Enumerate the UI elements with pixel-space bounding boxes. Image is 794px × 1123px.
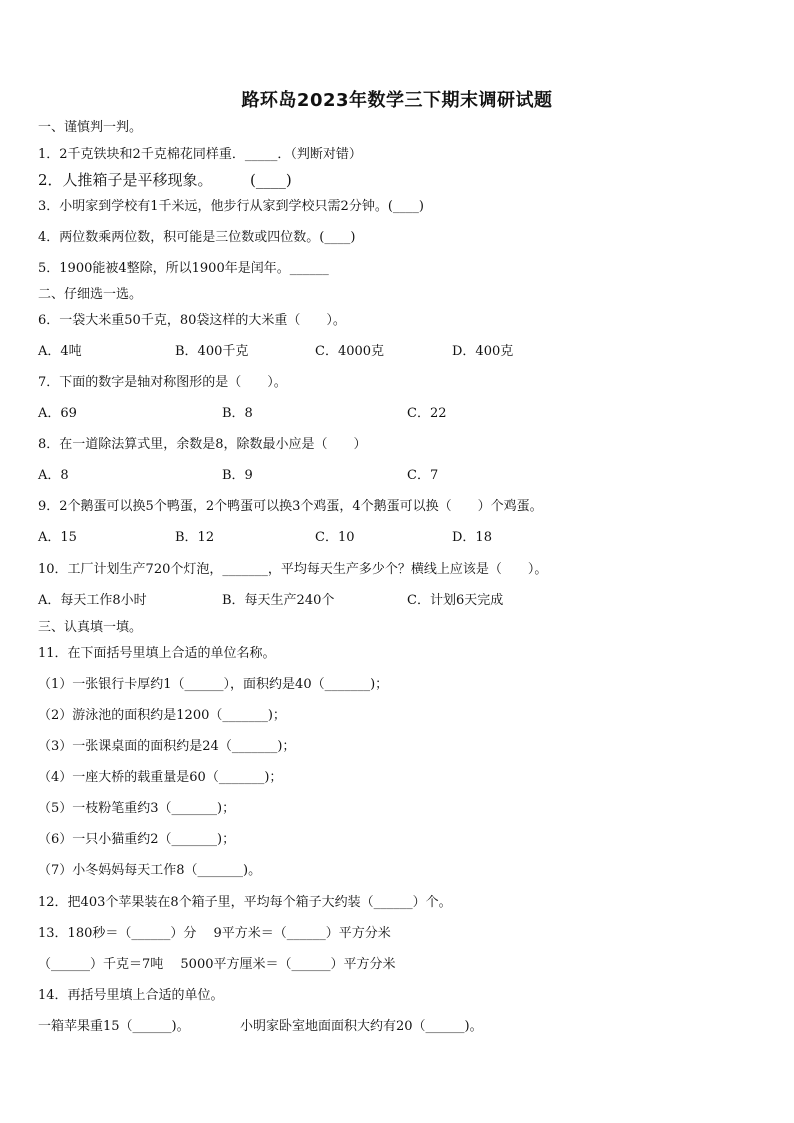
question-12: 12．把403个苹果装在8个箱子里，平均每个箱子大约装（______）个。 (38, 895, 452, 910)
q11-item-1: （1）一张银行卡厚约1（______），面积约是40（_______)； (38, 677, 389, 692)
q10-option-c: C．计划6天完成 (407, 593, 504, 608)
q6-option-c: C．4000克 (315, 344, 385, 359)
q14-right: 小明家卧室地面面积大约有20（______)。 (240, 1019, 483, 1034)
q7-option-b: B．8 (222, 406, 253, 421)
question-6: 6．一袋大米重50千克，80袋这样的大米重（ ）。 (38, 313, 346, 328)
section-heading-1: 一、谨慎判一判。 (38, 120, 143, 135)
q9-option-d: D．18 (452, 530, 492, 545)
q9-option-a: A．15 (38, 530, 77, 545)
q11-item-2: （2）游泳池的面积约是1200（_______)； (38, 708, 286, 723)
question-1: 1．2千克铁块和2千克棉花同样重．_____．（判断对错） (38, 147, 362, 162)
question-7: 7．下面的数字是轴对称图形的是（ ）。 (38, 375, 287, 390)
q11-item-7: （7）小冬妈妈每天工作8（_______)。 (38, 863, 262, 878)
q8-option-a: A．8 (38, 468, 69, 483)
q11-item-6: （6）一只小猫重约2（_______)； (38, 832, 236, 847)
question-10: 10．工厂计划生产720个灯泡，_______，平均每天生产多少个？横线上应该是（ ）。 (38, 562, 548, 577)
question-2: 2．人推箱子是平移现象。 (____) (38, 171, 292, 189)
question-11: 11．在下面括号里填上合适的单位名称。 (38, 646, 276, 661)
question-13-line-1: 13．180秒＝（______）分 9平方米＝（______）平方分米 (38, 926, 391, 941)
q7-option-c: C．22 (407, 406, 447, 421)
q10-option-b: B．每天生产240个 (222, 593, 335, 608)
q6-option-d: D．400克 (452, 344, 514, 359)
q6-option-b: B．400千克 (175, 344, 249, 359)
question-3: 3．小明家到学校有1千米远，他步行从家到学校只需2分钟。(____) (38, 199, 424, 214)
q6-option-a: A．4吨 (38, 344, 82, 359)
question-14: 14．再括号里填上合适的单位。 (38, 988, 224, 1003)
q7-option-a: A．69 (38, 406, 77, 421)
q8-option-b: B．9 (222, 468, 253, 483)
q14-left: 一箱苹果重15（______)。 (38, 1019, 190, 1034)
q11-item-4: （4）一座大桥的载重量是60（_______)； (38, 770, 283, 785)
question-8: 8．在一道除法算式里，余数是8，除数最小应是（ ） (38, 437, 367, 452)
q10-option-a: A．每天工作8小时 (38, 593, 147, 608)
question-9: 9．2个鹅蛋可以换5个鸭蛋，2个鸭蛋可以换3个鸡蛋，4个鹅蛋可以换（ ）个鸡蛋。 (38, 499, 543, 514)
question-13-line-2: （______）千克＝7吨 5000平方厘米＝（______）平方分米 (38, 957, 396, 972)
q9-option-b: B．12 (175, 530, 215, 545)
section-heading-3: 三、认真填一填。 (38, 620, 143, 635)
q11-item-3: （3）一张课桌面的面积约是24（_______)； (38, 739, 296, 754)
section-heading-2: 二、仔细选一选。 (38, 287, 143, 302)
q11-item-5: （5）一枝粉笔重约3（_______)； (38, 801, 236, 816)
question-5: 5．1900能被4整除，所以1900年是闰年。______ (38, 261, 329, 276)
page-title: 路环岛2023年数学三下期末调研试题 (241, 90, 553, 111)
q8-option-c: C．7 (407, 468, 439, 483)
q9-option-c: C．10 (315, 530, 355, 545)
question-4: 4．两位数乘两位数，积可能是三位数或四位数。(____) (38, 230, 356, 245)
